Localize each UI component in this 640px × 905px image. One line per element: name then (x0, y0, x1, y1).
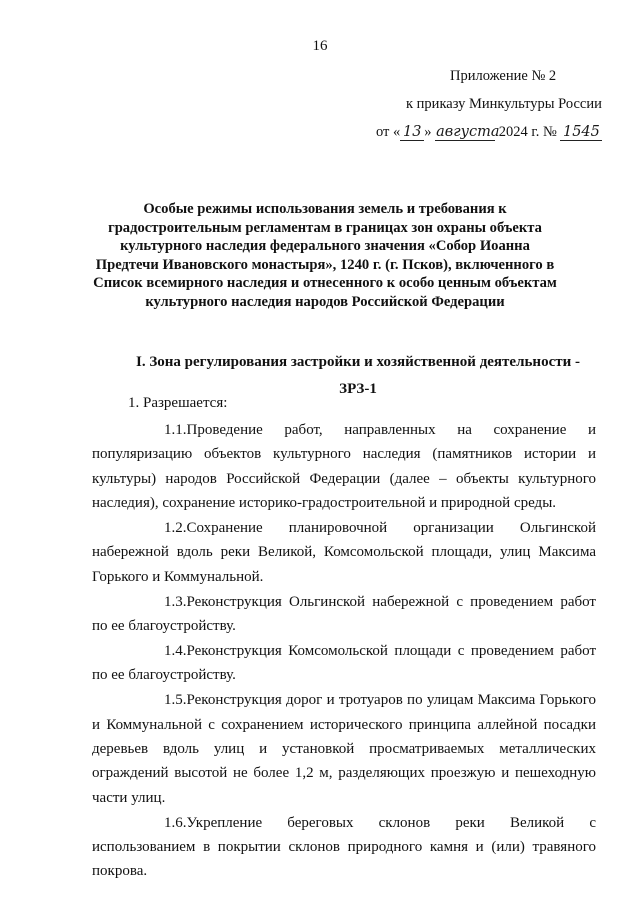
item-text: Реконструкция Комсомольской площади с проведением работ по ее благоустройству. (92, 643, 596, 684)
order-date-number-line (376, 124, 602, 141)
list-item (92, 688, 596, 809)
order-year: 2024 г. № (498, 124, 557, 140)
section-heading-line1: I. Зона регулирования застройки и хозяйственной деятельности - (136, 354, 580, 370)
item-number: 1.1. (164, 422, 187, 438)
item-text: Реконструкция дорог и тротуаров по улицам Максима Горького и Коммунальной с сохранением исторического принципа аллейной посадки деревьев вдоль улиц и установкой просматриваемых металлических ограждений высотой не более 1,2 м, разделяющих проезжую и пешеходную части улиц. (92, 692, 596, 806)
permits-label: 1. Разрешается: (128, 395, 228, 411)
list-item (92, 811, 596, 884)
order-day-close: » (424, 124, 432, 140)
item-text: Проведение работ, направленных на сохранение и популяризацию объектов культурного наследия (памятников истории и культуры) народов Российской Федерации (далее – объекты культурного наследия), сохранение историко-градостроительной и природной среды. (92, 422, 596, 511)
document-title: Особые режимы использования земель и требования к градостроительным регламентам в границах зон охраны объекта культурного наследия федерального значения «Собор Иоанна Предтечи Ивановского монастыря», 1240 г. (г. Псков), включенного в Список всемирного наследия и отнесенного к особо ценным объектам культурного наследия народов Российской Федерации (93, 201, 557, 310)
item-number: 1.3. (164, 593, 187, 610)
item-text: Укрепление береговых склонов реки Великой с использованием в покрытии склонов природного камня и (или) травяного покрова. (92, 814, 596, 880)
appendix-label: Приложение № 2 (450, 68, 557, 84)
permitted-items-list (92, 418, 596, 884)
handwritten-order-month: августа (436, 124, 500, 140)
item-number: 1.5. (164, 692, 187, 709)
list-item (92, 639, 596, 688)
list-item (92, 418, 596, 515)
handwritten-order-number: 1545 (560, 125, 602, 141)
item-number: 1.6. (164, 814, 187, 831)
order-prefix: от « (376, 124, 401, 140)
page-number: 16 (312, 38, 328, 54)
order-reference: к приказу Минкультуры России (406, 96, 602, 112)
section-heading-line2: ЗРЗ-1 (339, 381, 377, 397)
item-text: Реконструкция Ольгинской набережной с проведением работ по ее благоустройству. (92, 593, 596, 634)
item-number: 1.2. (164, 519, 187, 536)
item-number: 1.4. (164, 643, 187, 660)
list-item (92, 516, 596, 589)
list-item (92, 590, 596, 639)
handwritten-order-day: 13 (400, 125, 424, 141)
item-text: Сохранение планировочной организации Ольгинской набережной вдоль реки Великой, Комсомольской площади, улиц Максима Горького и Коммунальной. (92, 519, 596, 585)
